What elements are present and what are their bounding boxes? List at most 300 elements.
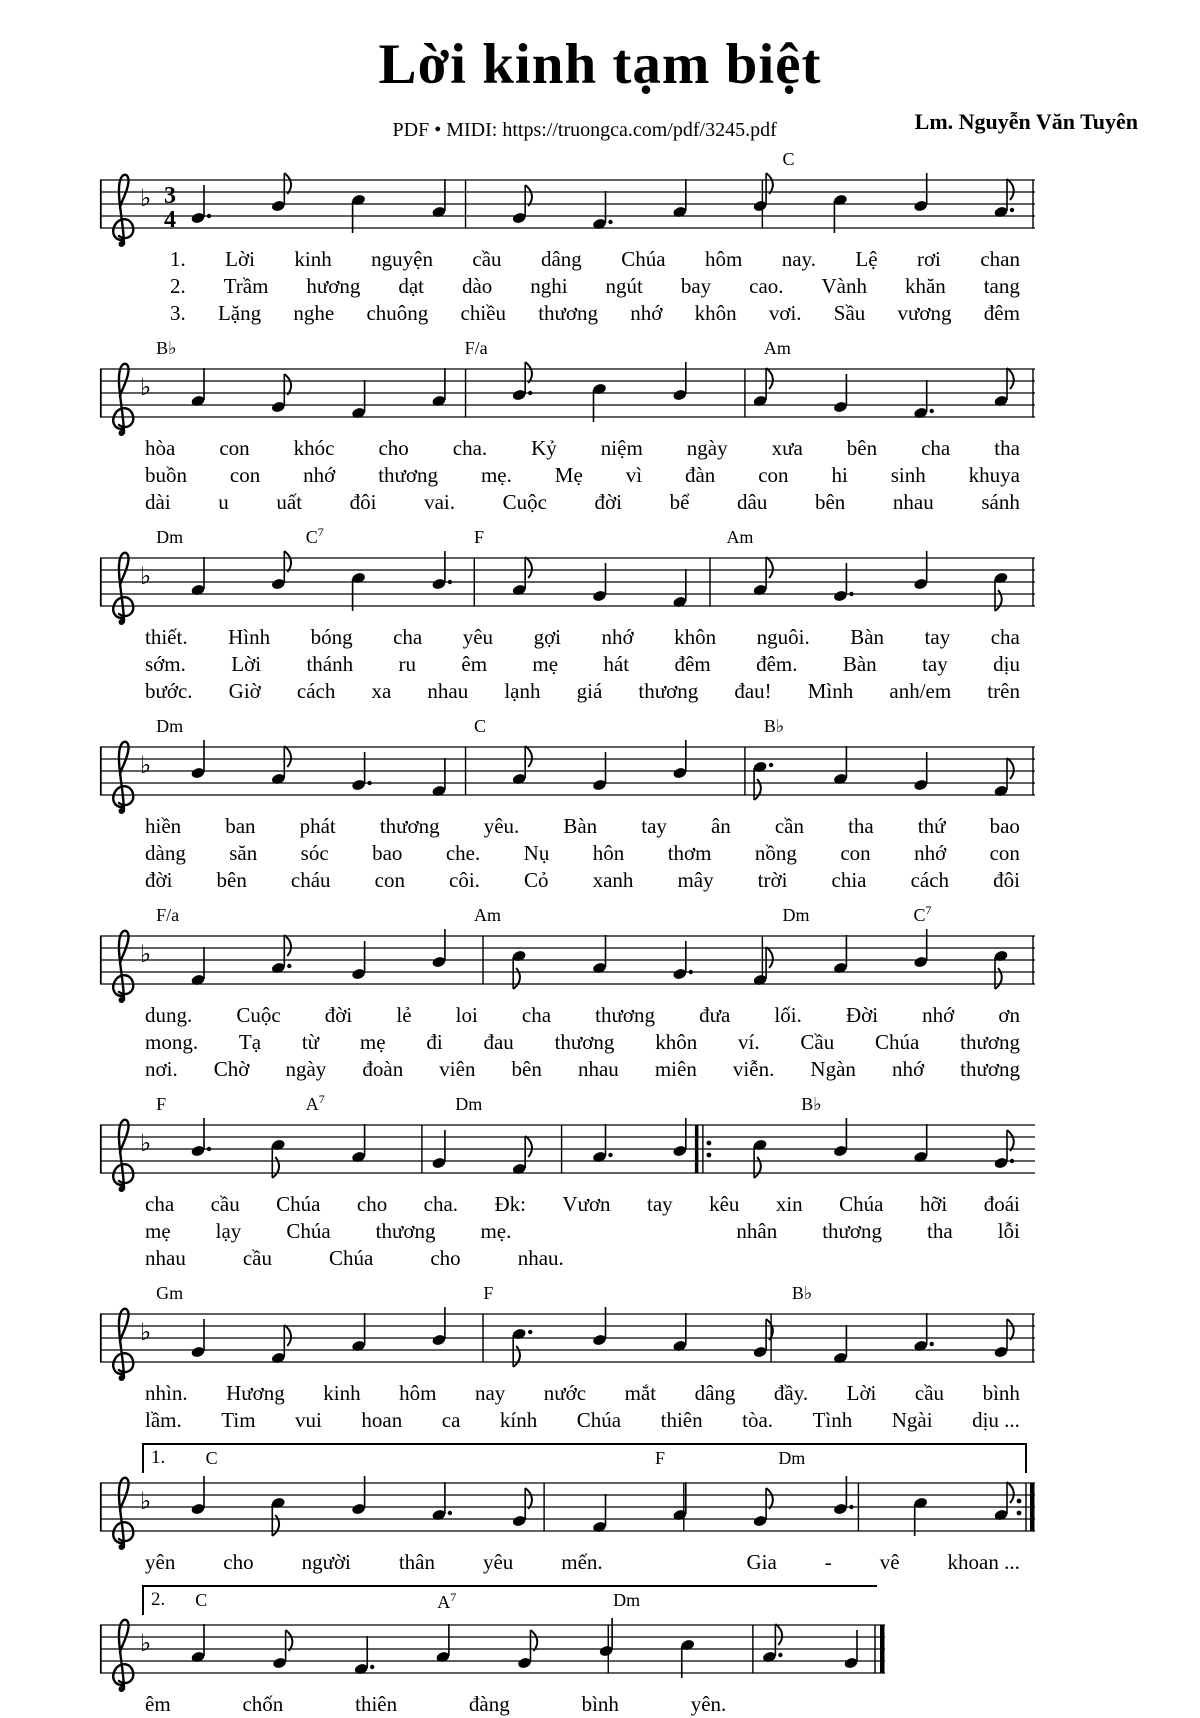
lyric-word: Hình — [228, 625, 271, 649]
chord-label: F/a — [464, 338, 488, 358]
lyric-word: thơm — [667, 841, 712, 865]
lyric-line — [100, 867, 1035, 894]
staff — [100, 737, 1035, 809]
lyric-word: đưa — [699, 1003, 731, 1027]
lyric-word: tha — [994, 436, 1020, 460]
lyric-word: đời — [145, 868, 173, 892]
lyric-word: đàn — [684, 463, 716, 487]
chord-label: C — [205, 1448, 218, 1468]
lyric-word: rơi — [916, 247, 941, 271]
lyric-word: xa — [371, 679, 392, 703]
staff — [100, 1615, 885, 1687]
lyric-word: lỗi — [997, 1219, 1020, 1243]
lyric-word: yên. — [690, 1692, 727, 1716]
lyric-word: Lệ — [855, 247, 878, 271]
treble-clef-icon — [113, 553, 133, 625]
lyric-word: ngày — [285, 1057, 327, 1081]
lyric-word: hôm — [399, 1381, 437, 1405]
lyric-word: hôm — [704, 247, 743, 271]
chord-label: Dm — [778, 1448, 806, 1468]
lyric-word: Tim — [221, 1408, 256, 1432]
lyric-word: 3. — [170, 301, 186, 325]
lyric-word: che. — [445, 841, 481, 865]
lyric-word: dâng — [694, 1381, 736, 1405]
staff-system — [100, 525, 1035, 705]
lyric-word: bể — [669, 490, 690, 514]
staff-systems-container — [100, 147, 1100, 1718]
lyric-line — [100, 246, 1035, 273]
volta-bracket — [142, 1585, 877, 1615]
lyric-line — [100, 300, 1035, 327]
lyric-word: ân — [710, 814, 731, 838]
lyric-word: Vành — [821, 274, 867, 298]
lyric-word: bóng — [310, 625, 353, 649]
chord-row — [100, 714, 1035, 737]
lyric-word: vương — [897, 301, 952, 325]
lyric-word: Lặng — [217, 301, 262, 325]
lyric-word: loi — [455, 1003, 478, 1027]
lyric-word: khôn — [674, 625, 717, 649]
svg-text:4: 4 — [164, 207, 176, 233]
lyric-word: bay — [680, 274, 712, 298]
lyric-word: 2. — [170, 274, 186, 298]
flat-sign-icon: ♭ — [140, 562, 152, 590]
lyric-word: tay — [924, 625, 951, 649]
chord-label: Am — [474, 905, 501, 925]
staff-system — [100, 1281, 1035, 1434]
lyric-word: cách — [296, 679, 336, 703]
lyric-word: đêm. — [756, 652, 798, 676]
lyric-word: ru — [398, 652, 416, 676]
flat-sign-icon: ♭ — [140, 1629, 152, 1657]
lyric-word: cha — [393, 625, 423, 649]
lyric-word: từ — [301, 1030, 320, 1054]
staff — [100, 1473, 1035, 1545]
lyric-word: đau! — [734, 679, 772, 703]
lyric-word: cha — [145, 1192, 175, 1216]
lyric-word: tay — [641, 814, 667, 838]
lyric-word: dung. — [145, 1003, 193, 1027]
chord-row — [100, 903, 1035, 926]
pdf-midi-link[interactable]: PDF • MIDI: https://truongca.com/pdf/3245.pdf — [392, 119, 777, 141]
lyric-word: cầu — [210, 1192, 240, 1216]
lyric-word: yêu — [482, 1550, 514, 1574]
lyric-word: vơi. — [768, 301, 802, 325]
lyric-word: con — [989, 841, 1020, 865]
lyric-word: đôi — [349, 490, 377, 514]
lyric-line — [100, 1056, 1035, 1083]
lyric-line — [100, 1380, 1035, 1407]
lyric-word: con — [758, 463, 789, 487]
lyric-word: lối. — [774, 1003, 802, 1027]
volta-number: 1. — [151, 1447, 166, 1468]
lyric-word: chiều — [460, 301, 506, 325]
lyric-word: nghe — [293, 301, 335, 325]
lyric-word: nay — [474, 1381, 506, 1405]
lyric-word: chan — [980, 247, 1020, 271]
lyric-word: bên — [216, 868, 247, 892]
lyric-word: Trầm — [223, 274, 269, 298]
flat-sign-icon: ♭ — [140, 1129, 152, 1157]
lyrics-block — [100, 1191, 1035, 1272]
lyric-line — [100, 489, 1035, 516]
lyric-word: người — [301, 1550, 351, 1574]
lyric-word: bên — [846, 436, 878, 460]
lyric-word: 1. — [170, 247, 186, 271]
chord-label: B♭ — [156, 338, 177, 358]
lyric-word: nhau — [577, 1057, 619, 1081]
lyric-word: nguôi. — [756, 625, 810, 649]
chord-label: F — [483, 1283, 494, 1303]
lyric-word: miên — [654, 1057, 697, 1081]
lyric-word: Lời — [231, 652, 262, 676]
header-subrow — [0, 107, 1200, 147]
lyric-word: anh/em — [889, 679, 952, 703]
lyric-word: lạnh — [504, 679, 541, 703]
lyric-word: Lời — [846, 1381, 877, 1405]
lyric-word: ngút — [605, 274, 643, 298]
lyric-word: mẹ. — [480, 1219, 512, 1243]
lyric-word: hi — [831, 463, 848, 487]
chord-row — [100, 1281, 1035, 1304]
lyric-word: nhớ — [891, 1057, 925, 1081]
lyric-word: dàng — [145, 841, 186, 865]
staff — [100, 1115, 1035, 1187]
lyric-word: thứ — [917, 814, 946, 838]
lyric-word: nghi — [530, 274, 568, 298]
lyric-word: Đời — [845, 1003, 879, 1027]
lyric-word: Gia — [746, 1550, 777, 1574]
lyric-word: dâng — [540, 247, 582, 271]
lyric-word: săn — [229, 841, 258, 865]
lyric-word: trên — [987, 679, 1020, 703]
lyric-word: nồng — [754, 841, 797, 865]
lyric-word: thương — [960, 1057, 1020, 1081]
lyric-word: đoái — [983, 1192, 1020, 1216]
lyric-word: vui — [295, 1408, 322, 1432]
lyric-word: khôn — [655, 1030, 698, 1054]
lyric-word: Chúa — [286, 1219, 331, 1243]
chord-label: F — [156, 1094, 167, 1114]
lyric-word: Ngàn — [810, 1057, 856, 1081]
lyric-word: bao — [989, 814, 1020, 838]
lyric-word: cho — [378, 436, 409, 460]
lyric-word: viễn. — [732, 1057, 775, 1081]
lyric-word: bước. — [145, 679, 193, 703]
lyric-word: thương — [379, 814, 440, 838]
chord-label: $A^7$ — [437, 1590, 457, 1612]
lyric-word: thương — [960, 1030, 1020, 1054]
lyric-line — [100, 624, 1035, 651]
lyric-word: bao — [372, 841, 403, 865]
lyric-word: cao. — [749, 274, 784, 298]
lyric-word: cho — [356, 1192, 388, 1216]
lyrics-block — [100, 624, 1035, 705]
staff-system — [100, 714, 1035, 894]
lyric-word: gợi — [533, 625, 562, 649]
lyric-line — [100, 1029, 1035, 1056]
lyric-word: thương — [638, 679, 699, 703]
lyric-word: nhớ — [922, 1003, 955, 1027]
lyric-word: hỡi — [919, 1192, 948, 1216]
lyrics-block — [100, 1002, 1035, 1083]
lyric-word: Chúa — [276, 1192, 321, 1216]
lyric-word: hoan — [361, 1408, 403, 1432]
staff-system — [100, 336, 1035, 516]
lyric-word: con — [219, 436, 250, 460]
lyric-word: thương — [538, 301, 599, 325]
chord-label: $C^7$ — [305, 525, 324, 547]
lyric-word: dài — [145, 490, 171, 514]
lyric-word: Cuộc — [236, 1003, 281, 1027]
lyric-word: Lời — [225, 247, 255, 271]
staff — [100, 359, 1035, 431]
chord-label: Dm — [782, 905, 810, 925]
lyric-word: thương — [595, 1003, 655, 1027]
lyric-word: kinh — [323, 1381, 361, 1405]
lyric-word: cha — [521, 1003, 552, 1027]
lyric-word: ơn — [998, 1003, 1020, 1027]
lyric-word: lẻ — [396, 1003, 412, 1027]
lyric-line — [100, 1549, 1035, 1576]
lyric-line — [100, 462, 1035, 489]
flat-sign-icon: ♭ — [140, 1318, 152, 1346]
lyric-line — [100, 678, 1035, 705]
lyric-word: nay. — [781, 247, 816, 271]
lyric-word: thiên — [355, 1692, 398, 1716]
staff — [100, 170, 1035, 242]
lyric-word: mẹ — [145, 1219, 171, 1243]
lyric-word: nhân — [736, 1219, 778, 1243]
lyric-word: vê — [879, 1550, 900, 1574]
lyric-word: mây — [677, 868, 714, 892]
lyric-word: lạy — [215, 1219, 242, 1243]
lyric-word: phát — [299, 814, 336, 838]
lyric-word: đi — [426, 1030, 443, 1054]
lyric-line — [100, 840, 1035, 867]
lyric-word: khăn — [904, 274, 946, 298]
lyric-word: cho — [430, 1246, 461, 1270]
staff-system — [100, 147, 1035, 327]
lyric-word: đau — [483, 1030, 514, 1054]
lyric-word: cha. — [423, 1192, 459, 1216]
lyric-word: yêu — [462, 625, 494, 649]
lyric-word: êm — [461, 652, 488, 676]
lyric-word: thương — [822, 1219, 883, 1243]
lyric-word: kêu — [709, 1192, 740, 1216]
lyric-line — [100, 1002, 1035, 1029]
chord-label: Am — [726, 527, 754, 547]
chord-label: C — [782, 149, 795, 169]
chord-label: F — [654, 1448, 665, 1468]
lyric-word: Cỏ — [523, 868, 549, 892]
lyric-word: trời — [757, 868, 788, 892]
lyric-word: ví. — [738, 1030, 760, 1054]
chord-label: $A^7$ — [305, 1092, 325, 1114]
lyrics-block — [100, 1691, 885, 1718]
lyric-word: đêm — [674, 652, 711, 676]
treble-clef-icon — [113, 1120, 133, 1192]
lyric-word: Cuộc — [502, 490, 547, 514]
chord-label: $C^7$ — [913, 903, 932, 925]
lyric-word: mắt — [624, 1381, 657, 1405]
lyric-word: dào — [461, 274, 493, 298]
lyric-word: Chúa — [875, 1030, 920, 1054]
chord-label: Dm — [156, 716, 184, 736]
lyric-word: Bàn — [842, 652, 877, 676]
volta-bracket — [142, 1443, 1027, 1473]
lyric-word: dịu ... — [972, 1408, 1020, 1432]
treble-clef-icon — [113, 364, 133, 436]
chord-row — [100, 525, 1035, 548]
chord-label: Dm — [156, 527, 184, 547]
lyric-word: đêm — [983, 301, 1020, 325]
lyric-word: Hương — [226, 1381, 285, 1405]
lyric-word: Nụ — [523, 841, 550, 865]
lyric-word: đôi — [993, 868, 1020, 892]
lyric-word: côi. — [449, 868, 480, 892]
lyric-word: xanh — [592, 868, 634, 892]
lyric-line — [100, 1691, 885, 1718]
lyric-word: bình — [581, 1692, 619, 1716]
lyric-word: cầu — [242, 1246, 272, 1270]
lyric-word: nhau — [892, 490, 934, 514]
chord-label: B♭ — [763, 716, 785, 736]
treble-clef-icon — [113, 175, 133, 247]
lyric-line — [100, 1218, 1035, 1245]
lyric-word: ngày — [686, 436, 728, 460]
treble-clef-icon — [113, 1620, 133, 1692]
lyric-word: cách — [910, 868, 950, 892]
lyric-word: cho — [223, 1550, 254, 1574]
chord-label: C — [195, 1590, 208, 1610]
lyric-word: hòa — [145, 436, 176, 460]
lyric-word: cháu — [290, 868, 331, 892]
lyric-word: Ngài — [891, 1408, 933, 1432]
treble-clef-icon — [113, 931, 133, 1003]
lyric-word: nơi. — [145, 1057, 178, 1081]
lyric-word: tòa. — [742, 1408, 774, 1432]
lyric-word: xưa — [771, 436, 803, 460]
lyric-word: Cầu — [800, 1030, 835, 1054]
lyric-word: tang — [983, 274, 1020, 298]
lyric-word: nhau — [145, 1246, 186, 1270]
lyric-word: cha — [921, 436, 951, 460]
composer-name: Lm. Nguyễn Văn Tuyên — [914, 109, 1138, 134]
lyric-word: tay — [922, 652, 948, 676]
staff — [100, 548, 1035, 620]
lyric-word: - — [824, 1550, 832, 1574]
lyric-word: khuya — [968, 463, 1020, 487]
lyric-word: ca — [441, 1408, 461, 1432]
lyric-word: Chúa — [621, 247, 666, 271]
lyric-word: Chúa — [576, 1408, 622, 1432]
lyrics-block — [100, 1380, 1035, 1434]
lyric-word: đoàn — [362, 1057, 404, 1081]
lyric-line — [100, 1245, 1035, 1272]
lyric-word: cầu — [914, 1381, 945, 1405]
lyric-word: chia — [831, 868, 867, 892]
svg-text:3: 3 — [164, 183, 176, 209]
lyric-word: yên — [145, 1550, 176, 1574]
lyric-word: hôn — [592, 841, 625, 865]
lyric-word: khóc — [293, 436, 335, 460]
lyric-word: yêu. — [483, 814, 520, 838]
lyric-word: nhớ — [303, 463, 336, 487]
flat-sign-icon: ♭ — [140, 1487, 152, 1515]
chord-label: B♭ — [791, 1283, 813, 1303]
lyric-word: mẹ. — [480, 463, 512, 487]
treble-clef-icon — [113, 742, 133, 814]
lyric-word: bình — [982, 1381, 1020, 1405]
flat-sign-icon: ♭ — [140, 751, 152, 779]
lyric-word: mẹ — [359, 1030, 386, 1054]
lyric-word: Vươn — [562, 1192, 611, 1216]
lyric-word: sánh — [981, 490, 1020, 514]
lyric-word: tay — [646, 1192, 673, 1216]
flat-sign-icon: ♭ — [140, 940, 152, 968]
lyric-word: hương — [306, 274, 361, 298]
chord-row — [100, 147, 1035, 170]
staff — [100, 926, 1035, 998]
lyric-word: nhớ — [601, 625, 634, 649]
lyric-word: Kỷ — [531, 436, 557, 460]
lyric-word: Mẹ — [554, 463, 583, 487]
page-title: Lời kinh tạm biệt — [378, 33, 822, 96]
lyric-word: nhau — [427, 679, 469, 703]
lyric-word: thiết. — [145, 625, 188, 649]
chord-row — [100, 336, 1035, 359]
chord-label: Dm — [455, 1094, 483, 1114]
lyric-word: nhớ — [914, 841, 947, 865]
lyric-word: nhớ — [630, 301, 663, 325]
lyric-word: hiền — [145, 814, 182, 838]
lyric-word: bên — [814, 490, 846, 514]
lyric-word: Tình — [812, 1408, 853, 1432]
lyric-line — [100, 813, 1035, 840]
lyric-word: u — [218, 490, 229, 514]
lyric-word: hát — [603, 652, 630, 676]
lyric-word: Đk: — [494, 1192, 526, 1216]
lyric-word: chốn — [242, 1692, 284, 1716]
lyric-word: mong. — [145, 1030, 199, 1054]
chord-label: Gm — [156, 1283, 184, 1303]
lyric-word: êm — [145, 1692, 171, 1716]
lyrics-block — [100, 1549, 1035, 1576]
lyric-word: Chúa — [329, 1246, 374, 1270]
lyric-word: Sầu — [833, 301, 866, 325]
lyric-word: tha — [848, 814, 874, 838]
lyric-word: nhìn. — [145, 1381, 188, 1405]
chord-row — [100, 1092, 1035, 1115]
lyric-word: lầm. — [145, 1408, 182, 1432]
lyric-word: thương — [375, 1219, 436, 1243]
lyric-word: Chờ — [213, 1057, 250, 1081]
lyric-word: giá — [576, 679, 603, 703]
lyric-word: đầy. — [773, 1381, 809, 1405]
lyric-word: xin — [775, 1192, 803, 1216]
lyric-word: vai. — [424, 490, 455, 514]
lyric-line — [100, 1191, 1035, 1218]
lyric-word: thánh — [306, 652, 354, 676]
chord-label: Am — [763, 338, 791, 358]
lyric-word: Bàn — [563, 814, 598, 838]
lyric-word: thương — [378, 463, 439, 487]
lyric-word: kinh — [294, 247, 332, 271]
lyric-word: Chúa — [839, 1192, 884, 1216]
lyric-word: Giờ — [228, 679, 261, 703]
lyric-word: kính — [499, 1408, 538, 1432]
